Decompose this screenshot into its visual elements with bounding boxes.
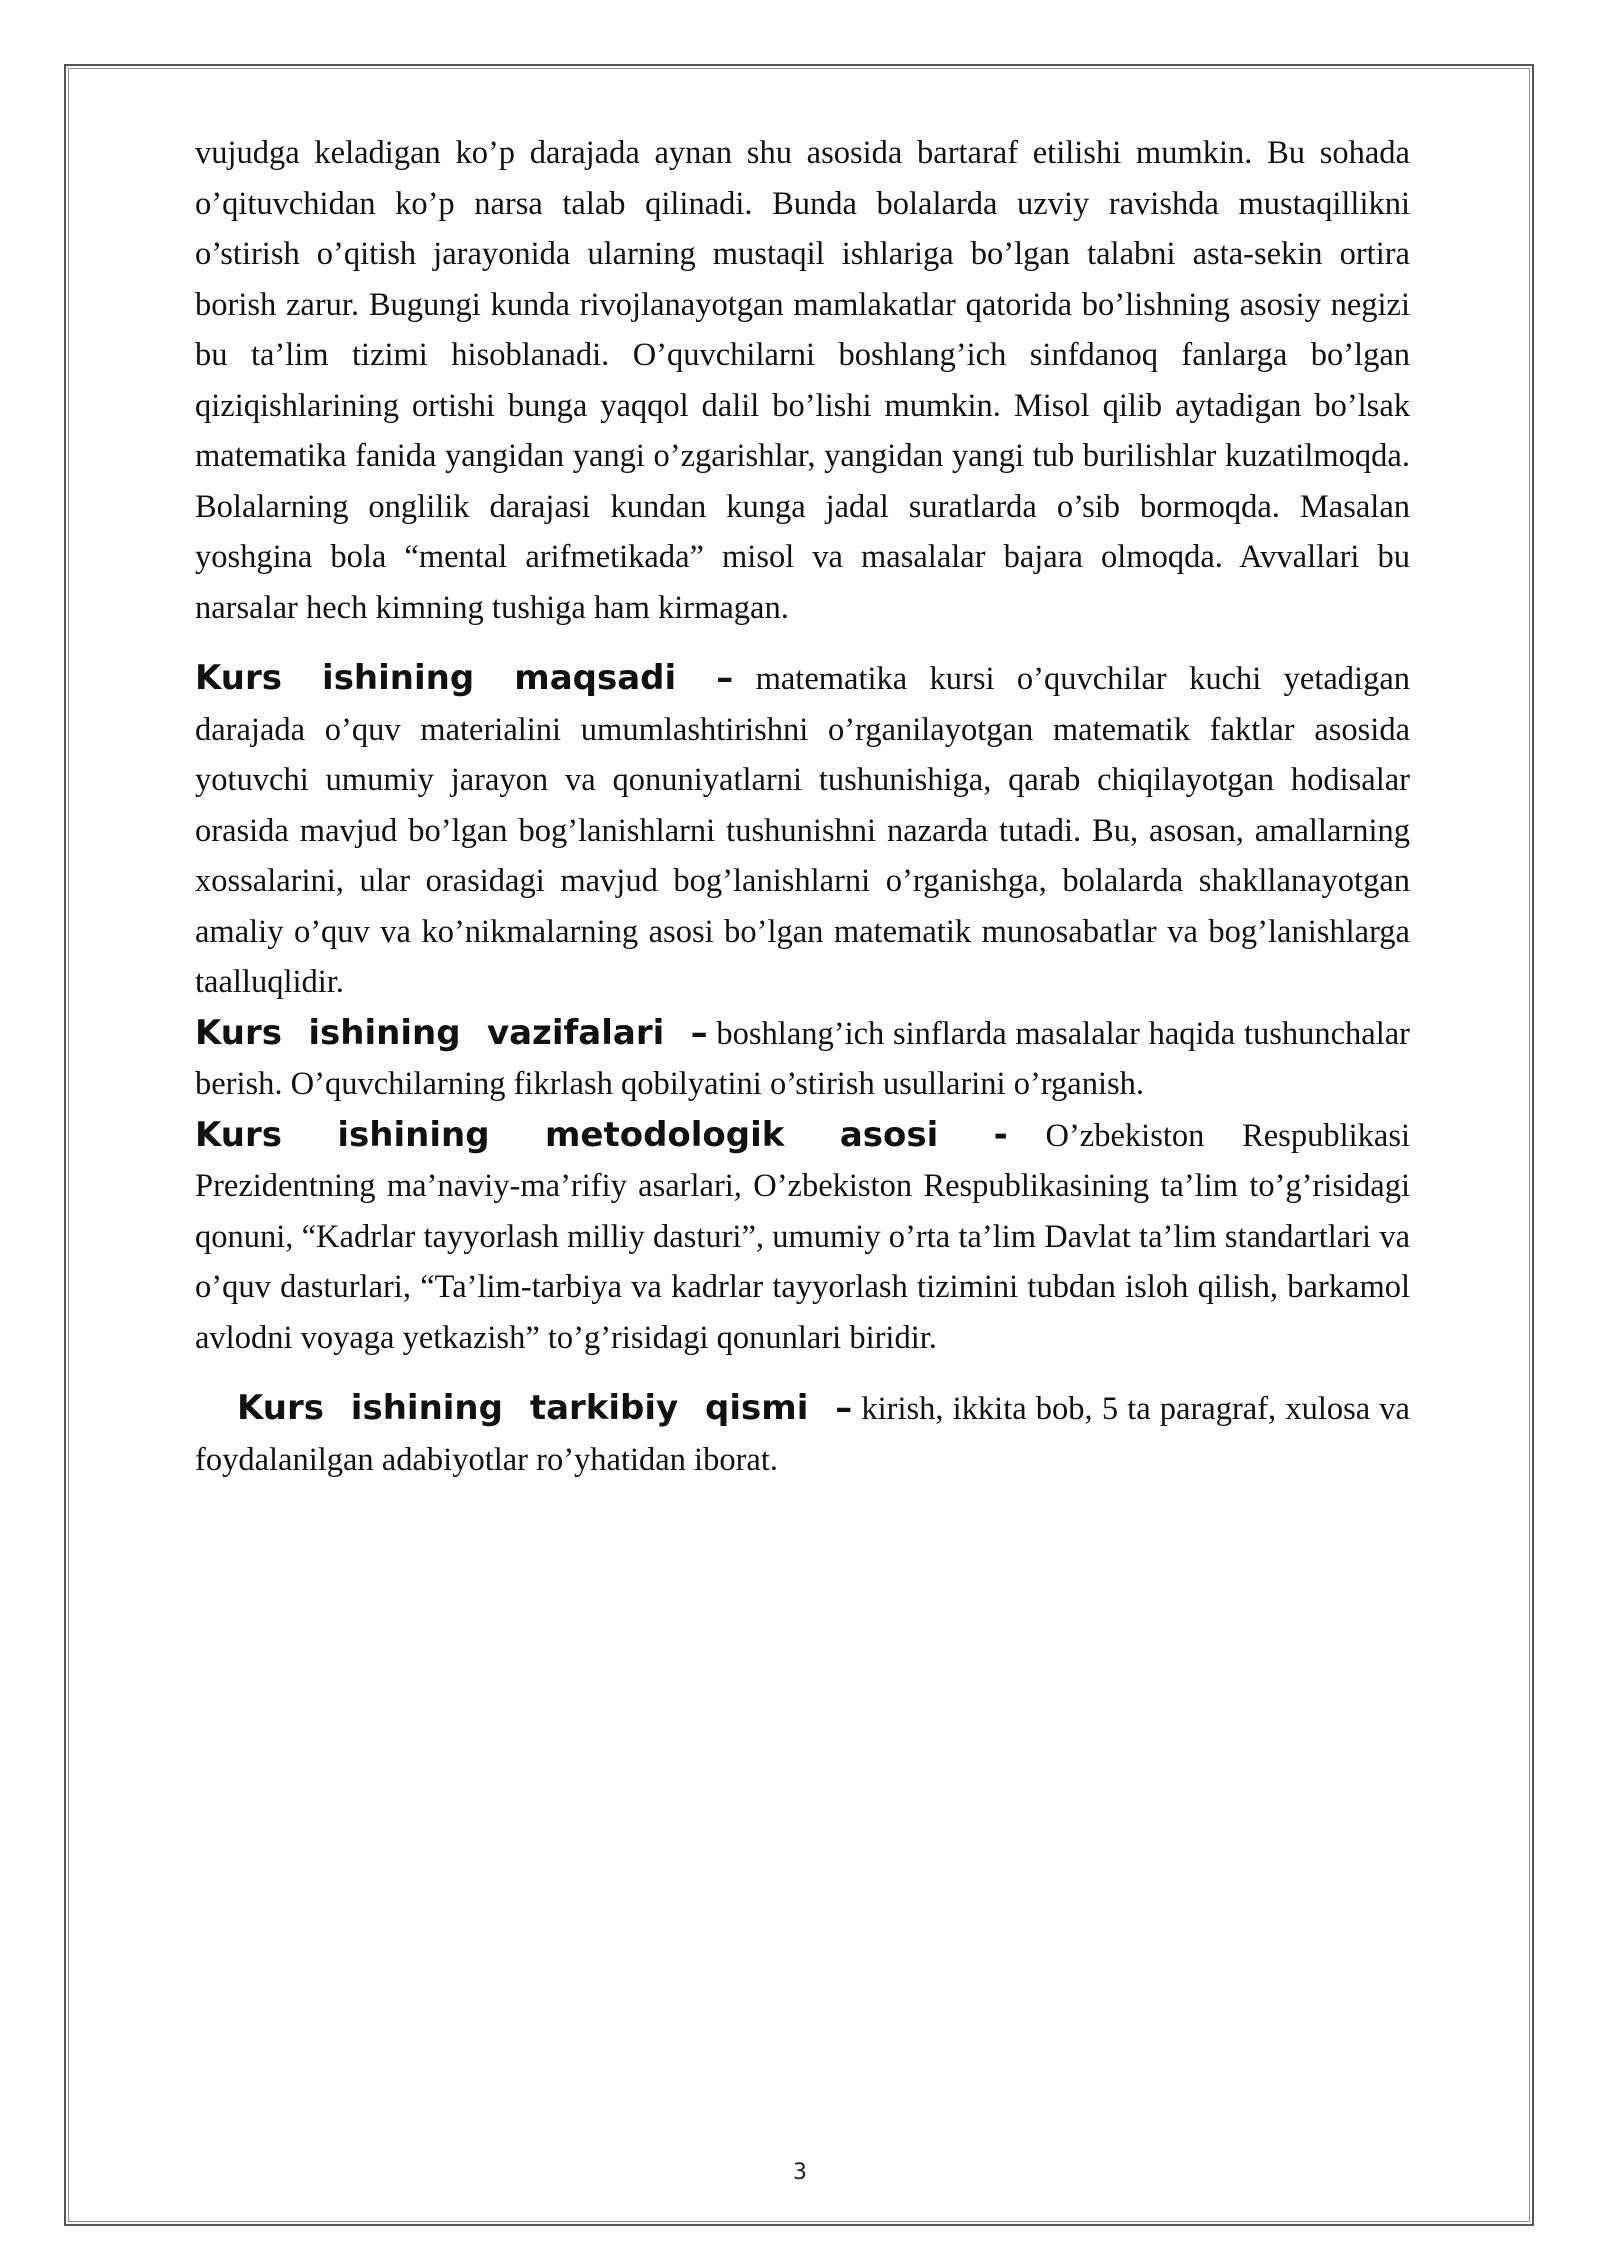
- structure-heading: Kurs ishining tarkibiy qismi –: [237, 1388, 853, 1428]
- tasks-heading: Kurs ishining vazifalari –: [195, 1012, 708, 1053]
- structure-text: kirish, ikkita bob, 5 ta paragraf, xulosa va foydalanilgan adabiyotlar ro’yhatidan iborat.: [195, 1391, 1410, 1478]
- tasks-paragraph: [195, 1008, 1410, 1110]
- tasks-text: boshlang’ich sinflarda masalalar haqida tushunchalar berish. O’quvchilarning fikrlash qobilyatini o’stirish usullarini o’rganish.: [195, 1015, 1410, 1102]
- goal-paragraph: [195, 653, 1410, 1008]
- intro-paragraph: vujudga keladigan ko’p darajada aynan shu asosida bartaraf etilishi mumkin. Bu sohada o’qituvchidan ko’p narsa talab qilinadi. Bunda bolalarda uzviy ravishda mustaqillikni o’stirish o’qitish jarayonida ularning mustaqil ishlariga bo’lgan talabni asta-sekin ortira borish zarur. Bugungi kunda rivojlanayotgan mamlakatlar qatorida bo’lishning asosiy negizi bu ta’lim tizimi hisoblanadi. O’quvchilarni boshlang’ich sinfdanoq fanlarga bo’lgan qiziqishlarining ortishi bunga yaqqol dalil bo’lishi mumkin. Misol qilib aytadigan bo’lsak matematika fanida yangidan yangi o’zgarishlar, yangidan yangi tub burilishlar kuzatilmoqda. Bolalarning onglilik darajasi kundan kunga jadal suratlarda o’sib bormoqda. Masalan yoshgina bola “mental arifmetikada” misol va masalalar bajara olmoqda. Avvallari bu narsalar hech kimning tushiga ham kirmagan.: [195, 135, 1410, 626]
- goal-heading: Kurs ishining maqsadi –: [195, 658, 734, 698]
- page-number: 3: [793, 2160, 807, 2185]
- methodology-heading: Kurs ishining metodologik asosi -: [195, 1114, 1008, 1155]
- structure-paragraph: [195, 1383, 1410, 1485]
- document-body: [195, 128, 1410, 1485]
- methodology-paragraph: [195, 1110, 1410, 1364]
- goal-text: matematika kursi o’quvchilar kuchi yetadigan darajada o’quv materialini umumlashtirishni o’rganilayotgan matematik faktlar asosida yotuvchi umumiy jarayon va qonuniyatlarni tushunishiga, qarab chiqilayotgan hodisalar orasida mavjud bo’lgan bog’lanishlarni tushunishni nazarda tutadi. Bu, asosan, amallarning xossalarini, ular orasidagi mavjud bog’lanishlarni o’rganishga, bolalarda shakllanayotgan amaliy o’quv va ko’nikmalarning asosi bo’lgan matematik munosabatlar va bog’lanishlarga taalluqlidir.: [195, 661, 1410, 1000]
- methodology-text: O’zbekiston Respublikasi Prezidentning ma’naviy-ma’rifiy asarlari, O’zbekiston Respublikasining ta’lim to’g’risidagi qonuni, “Kadrlar tayyorlash milliy dasturi”, umumiy o’rta ta’lim Davlat ta’lim standartlari va o’quv dasturlari, “Ta’lim-tarbiya va kadrlar tayyorlash tizimini tubdan isloh qilish, barkamol avlodni voyaga yetkazish” to’g’risidagi qonunlari biridir.: [195, 1117, 1410, 1356]
